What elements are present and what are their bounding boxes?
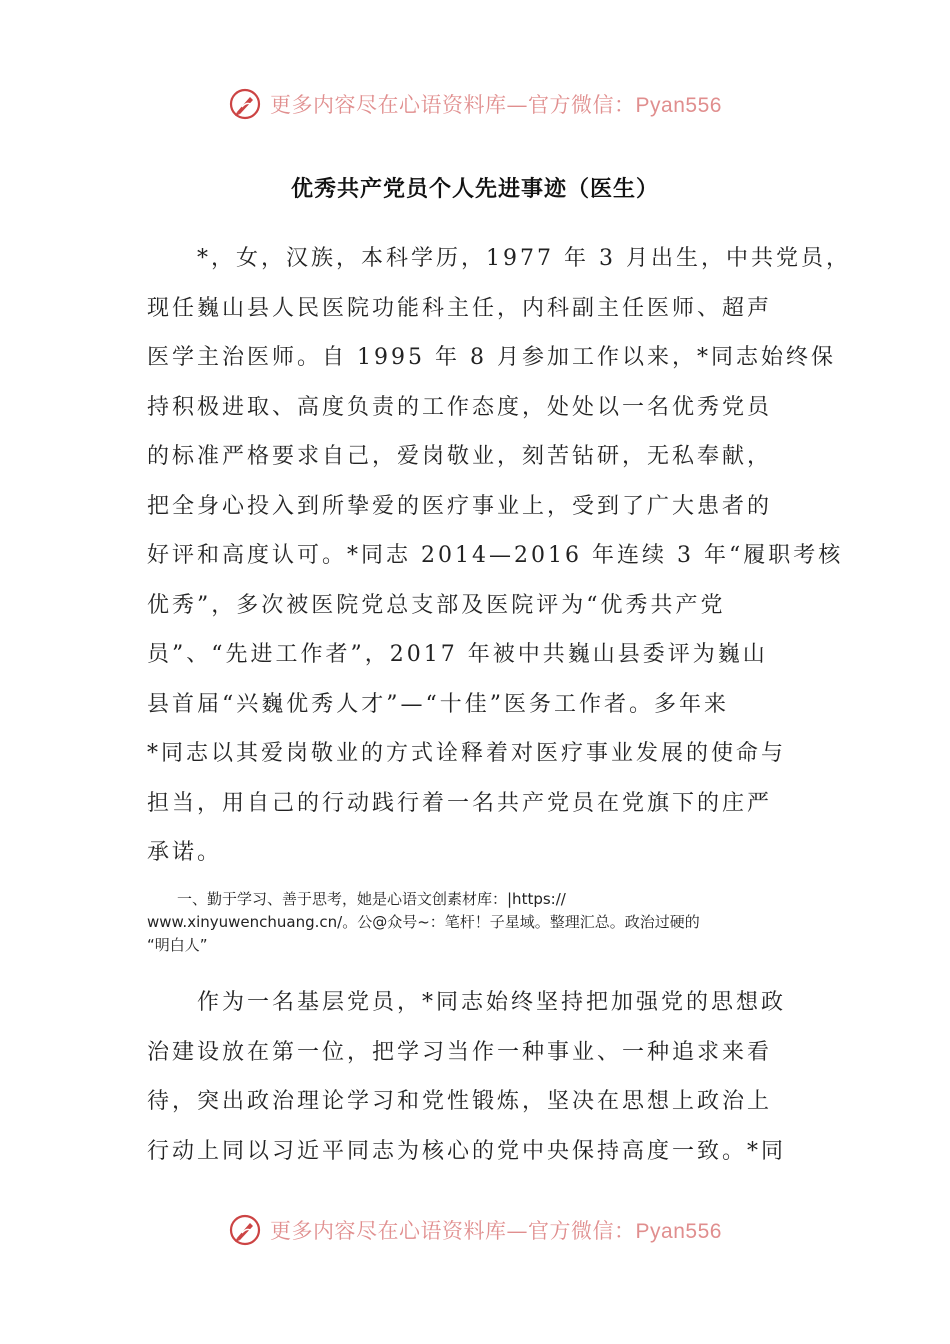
text-line: 作为一名基层党员，*同志始终坚持把加强党的思想政 [147, 990, 787, 1015]
text-line: 优秀”，多次被医院党总支部及医院评为“优秀共产党 [147, 592, 726, 618]
text-line: 持积极进取、高度负责的工作态度，处处以一名优秀党员 [147, 394, 773, 420]
header-watermark-banner [0, 84, 950, 124]
text-line: 把全身心投入到所挚爱的医疗事业上，受到了广大患者的 [147, 493, 773, 519]
heading-line: 一、勤于学习、善于思考，她是心语文创素材库：|https:// [147, 890, 566, 908]
paragraph-study [147, 978, 807, 1176]
pen-logo-icon [228, 87, 262, 121]
text-line: 医学主治医师。自 1995 年 8 月参加工作以来，*同志始终保 [147, 345, 836, 370]
paragraph-intro [147, 234, 851, 878]
text-line: *，女，汉族，本科学历，1977 年 3 月出生，中共党员， [147, 246, 851, 271]
watermark-cn-text: 更多内容尽在心语资料库—官方微信： [270, 93, 636, 117]
pen-logo-icon [228, 1213, 262, 1247]
watermark-wechat-id: Pyan556 [635, 94, 722, 117]
watermark-cn-text: 更多内容尽在心语资料库—官方微信： [270, 1219, 636, 1243]
text-line: 担当，用自己的行动践行着一名共产党员在党旗下的庄严 [147, 790, 773, 816]
watermark-text [270, 1215, 722, 1245]
text-line: 好评和高度认可。*同志 2014—2016 年连续 3 年“履职考核 [147, 543, 844, 568]
watermark-wechat-id: Pyan556 [635, 1220, 722, 1243]
text-line: 的标准严格要求自己，爱岗敬业，刻苦钻研，无私奉献， [147, 444, 773, 469]
text-line: 县首届“兴巍优秀人才”—“十佳”医务工作者。多年来 [147, 691, 729, 717]
text-line: 治建设放在第一位，把学习当作一种事业、一种追求来看 [147, 1039, 773, 1065]
heading-line: “明白人” [147, 936, 208, 954]
text-line: 待，突出政治理论学习和党性锻炼，坚决在思想上政治上 [147, 1089, 773, 1114]
text-line: 员”、“先进工作者”，2017 年被中共巍山县委评为巍山 [147, 642, 768, 667]
watermark-text [270, 89, 722, 119]
text-line: 承诺。 [147, 840, 223, 865]
heading-line: www.xinyuwenchuang.cn/。公@众号~：笔杆！子星域。整理汇总。政治过硬的 [147, 913, 700, 931]
text-line: 行动上同以习近平同志为核心的党中央保持高度一致。*同 [147, 1138, 787, 1164]
text-line: 现任巍山县人民医院功能科主任，内科副主任医师、超声 [147, 295, 773, 321]
section-heading [147, 888, 807, 957]
text-line: *同志以其爱岗敬业的方式诠释着对医疗事业发展的使命与 [147, 741, 787, 766]
footer-watermark-banner [0, 1210, 950, 1250]
document-title: 优秀共产党员个人先进事迹（医生） [290, 176, 659, 202]
